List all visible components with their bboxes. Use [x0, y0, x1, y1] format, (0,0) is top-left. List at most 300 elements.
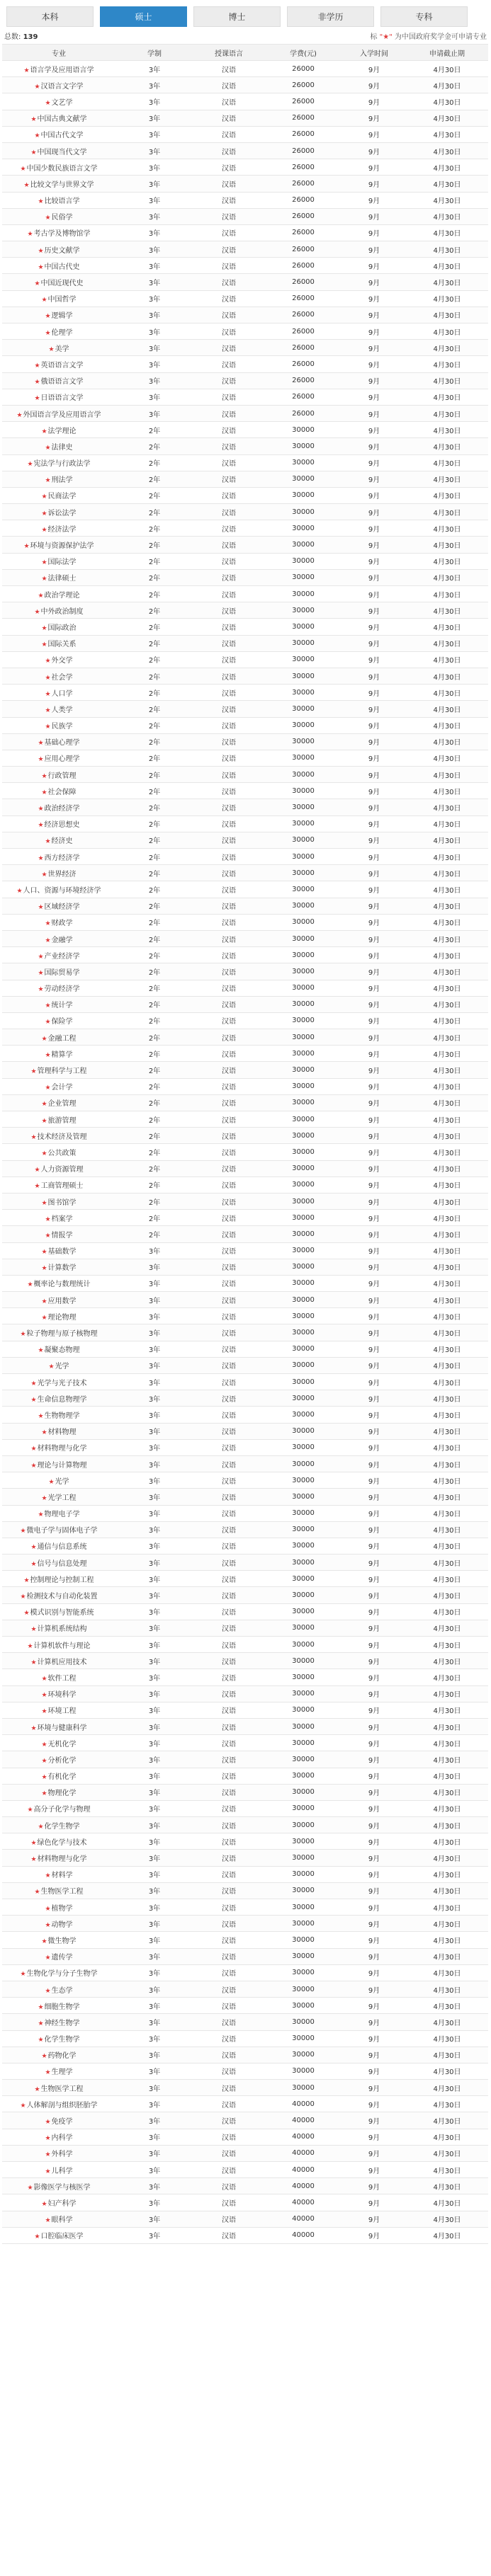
major-name[interactable]: 经济史 [51, 837, 73, 846]
major-cell[interactable] [2, 815, 115, 832]
major-name[interactable]: 光学工程 [47, 1494, 77, 1502]
major-name[interactable]: 经济法学 [47, 525, 77, 534]
major-cell[interactable] [2, 685, 115, 701]
major-name[interactable]: 生物医学工程 [40, 2085, 84, 2093]
major-name[interactable]: 法学理论 [47, 427, 77, 435]
deadline-cell: 4月30日 [406, 980, 488, 996]
major-cell[interactable] [2, 651, 115, 668]
major-name[interactable]: 材料学 [51, 1872, 73, 1880]
major-cell[interactable] [2, 1538, 115, 1554]
major-name[interactable]: 粒子物理与原子核物理 [26, 1330, 98, 1339]
major-cell[interactable] [2, 258, 115, 274]
major-cell[interactable] [2, 1094, 115, 1111]
major-cell[interactable] [2, 799, 115, 815]
major-name[interactable]: 光学 [55, 1477, 69, 1486]
major-cell[interactable] [2, 1555, 115, 1571]
tuition-cell: 30000 [264, 1587, 342, 1603]
major-name[interactable]: 中国现当代文学 [37, 148, 87, 156]
deadline-cell: 4月30日 [406, 208, 488, 224]
major-cell[interactable] [2, 1784, 115, 1800]
tuition-cell: 30000 [264, 2063, 342, 2079]
major-cell[interactable] [2, 1669, 115, 1685]
major-cell[interactable] [2, 553, 115, 569]
major-cell[interactable] [2, 1210, 115, 1226]
major-name[interactable]: 通信与信息系统 [37, 1543, 87, 1552]
major-name[interactable]: 图书馆学 [47, 1198, 77, 1207]
table-row [2, 2096, 488, 2112]
major-name[interactable]: 药物化学 [47, 2052, 77, 2061]
major-cell[interactable] [2, 274, 115, 290]
major-name[interactable]: 日语语言文学 [40, 394, 84, 403]
major-cell[interactable] [2, 996, 115, 1012]
major-cell[interactable] [2, 635, 115, 651]
major-cell[interactable] [2, 1472, 115, 1489]
major-name[interactable]: 计算机系统结构 [37, 1625, 87, 1634]
language-cell: 汉语 [193, 1012, 264, 1029]
major-name[interactable]: 中国哲学 [47, 296, 77, 304]
major-name[interactable]: 凝聚态物理 [44, 1346, 80, 1355]
tab-master[interactable]: 硕士 [100, 6, 187, 27]
major-cell[interactable] [2, 2129, 115, 2145]
table-row [2, 1702, 488, 1718]
major-name[interactable]: 环境与健康科学 [37, 1724, 87, 1732]
major-name[interactable]: 高分子化学与物理 [33, 1806, 91, 1814]
major-cell[interactable] [2, 1078, 115, 1094]
major-name[interactable]: 应用数学 [47, 1297, 77, 1305]
major-name[interactable]: 刑法学 [51, 476, 73, 485]
major-name[interactable]: 民族学 [51, 723, 73, 731]
major-cell[interactable] [2, 1357, 115, 1373]
major-name[interactable]: 人体解剖与组织胚胎学 [26, 2101, 98, 2110]
major-name[interactable]: 绿色化学与技术 [37, 1838, 87, 1847]
major-name[interactable]: 环境工程 [47, 1707, 77, 1716]
duration-cell: 3年 [115, 274, 193, 290]
major-name[interactable]: 中国古代文学 [40, 132, 84, 140]
major-name[interactable]: 检测技术与自动化装置 [26, 1593, 98, 1601]
major-cell[interactable] [2, 733, 115, 750]
major-cell[interactable] [2, 1012, 115, 1029]
major-cell[interactable] [2, 783, 115, 799]
major-name[interactable]: 精算学 [51, 1051, 73, 1059]
major-cell[interactable] [2, 2063, 115, 2079]
major-cell[interactable] [2, 602, 115, 619]
major-cell[interactable] [2, 1308, 115, 1324]
major-cell[interactable] [2, 1521, 115, 1538]
major-name[interactable]: 内科学 [51, 2134, 73, 2143]
major-name[interactable]: 中外政治制度 [40, 607, 84, 616]
major-cell[interactable] [2, 324, 115, 340]
major-cell[interactable] [2, 1439, 115, 1455]
major-cell[interactable] [2, 1226, 115, 1242]
major-name[interactable]: 人口、资源与环境经济学 [23, 886, 101, 895]
major-cell[interactable] [2, 569, 115, 585]
major-name[interactable]: 技术经济及管理 [37, 1133, 87, 1141]
major-cell[interactable] [2, 1571, 115, 1587]
major-name[interactable]: 统计学 [51, 1002, 73, 1010]
tuition-cell: 30000 [264, 733, 342, 750]
major-name[interactable]: 国际政治 [47, 624, 77, 632]
intake-cell: 9月 [342, 668, 406, 684]
major-name[interactable]: 中国少数民族语言文学 [26, 164, 98, 173]
major-name[interactable]: 物理电子学 [44, 1511, 80, 1519]
major-cell[interactable] [2, 1998, 115, 2014]
major-name[interactable]: 金融学 [51, 936, 73, 944]
major-cell[interactable] [2, 422, 115, 438]
major-name[interactable]: 诉讼法学 [47, 509, 77, 517]
major-name[interactable]: 语言学及应用语言学 [30, 66, 94, 74]
major-name[interactable]: 计算机应用技术 [37, 1658, 87, 1666]
major-name[interactable]: 微生物学 [47, 1937, 77, 1945]
major-cell[interactable] [2, 126, 115, 142]
major-cell[interactable] [2, 2014, 115, 2030]
major-name[interactable]: 基础数学 [47, 1248, 77, 1256]
tab-non-degree[interactable]: 非学历 [287, 6, 374, 27]
major-cell[interactable] [2, 1390, 115, 1407]
major-cell[interactable] [2, 1768, 115, 1784]
major-name[interactable]: 生物医学工程 [40, 1888, 84, 1896]
major-name[interactable]: 世界经济 [47, 870, 77, 878]
major-name[interactable]: 理论物理 [47, 1313, 77, 1322]
deadline-cell: 4月30日 [406, 1505, 488, 1521]
major-name[interactable]: 财政学 [51, 920, 73, 928]
major-name[interactable]: 妇产科学 [47, 2199, 77, 2208]
major-cell[interactable] [2, 1882, 115, 1899]
major-name[interactable]: 环境与资源保护法学 [30, 542, 94, 551]
major-cell[interactable] [2, 142, 115, 159]
major-name[interactable]: 化学生物学 [44, 1822, 80, 1831]
major-cell[interactable] [2, 898, 115, 914]
major-name[interactable]: 国际贸易学 [44, 968, 80, 977]
major-name[interactable]: 美学 [55, 345, 69, 353]
major-name[interactable]: 外交学 [51, 657, 73, 665]
deadline-cell: 4月30日 [406, 1324, 488, 1341]
major-name[interactable]: 神经生物学 [44, 2019, 80, 2027]
major-cell[interactable] [2, 1374, 115, 1390]
major-name[interactable]: 材料物理 [47, 1429, 77, 1437]
major-cell[interactable] [2, 1932, 115, 1948]
scholarship-star-icon: ★ [38, 1347, 44, 1355]
major-name[interactable]: 生物化学与分子生物学 [26, 1970, 98, 1979]
major-name[interactable]: 植物学 [51, 1904, 73, 1913]
major-name[interactable]: 细胞生物学 [44, 2003, 80, 2011]
major-cell[interactable] [2, 1407, 115, 1423]
major-cell[interactable] [2, 963, 115, 980]
major-cell[interactable] [2, 1620, 115, 1636]
major-name[interactable]: 民俗学 [51, 214, 73, 222]
major-cell[interactable] [2, 340, 115, 356]
major-name[interactable]: 档案学 [51, 1215, 73, 1223]
major-cell[interactable] [2, 1259, 115, 1275]
major-name[interactable]: 政治经济学 [44, 805, 80, 813]
deadline-cell: 4月30日 [406, 1012, 488, 1029]
major-name[interactable]: 生态学 [51, 1986, 73, 1995]
major-cell[interactable] [2, 2178, 115, 2194]
major-cell[interactable] [2, 849, 115, 865]
major-name[interactable]: 产业经济学 [44, 952, 80, 961]
major-cell[interactable] [2, 2211, 115, 2227]
major-cell[interactable] [2, 1587, 115, 1603]
major-name[interactable]: 中国古典文献学 [37, 115, 87, 124]
major-name[interactable]: 遗传学 [51, 1954, 73, 1962]
major-cell[interactable] [2, 1062, 115, 1078]
major-name[interactable]: 会计学 [51, 1084, 73, 1092]
major-name[interactable]: 动物学 [51, 1920, 73, 1929]
major-cell[interactable] [2, 356, 115, 372]
major-name[interactable]: 伦理学 [51, 328, 73, 337]
major-cell[interactable] [2, 2162, 115, 2178]
major-name[interactable]: 分析化学 [47, 1756, 77, 1765]
major-cell[interactable] [2, 2112, 115, 2129]
major-cell[interactable] [2, 110, 115, 126]
major-cell[interactable] [2, 520, 115, 537]
major-cell[interactable] [2, 1981, 115, 1997]
major-name[interactable]: 控制理论与控制工程 [30, 1576, 94, 1584]
major-cell[interactable] [2, 881, 115, 898]
major-cell[interactable] [2, 832, 115, 848]
major-cell[interactable] [2, 1455, 115, 1472]
major-cell[interactable] [2, 1111, 115, 1128]
major-cell[interactable] [2, 1046, 115, 1062]
major-name[interactable]: 光学 [55, 1363, 69, 1371]
major-name[interactable]: 公共政策 [47, 1149, 77, 1157]
major-name[interactable]: 金融工程 [47, 1034, 77, 1043]
major-cell[interactable] [2, 487, 115, 503]
major-cell[interactable] [2, 307, 115, 323]
major-name[interactable]: 逻辑学 [51, 312, 73, 321]
major-cell[interactable] [2, 1489, 115, 1505]
major-name[interactable]: 有机化学 [47, 1773, 77, 1782]
major-cell[interactable] [2, 1423, 115, 1439]
major-cell[interactable] [2, 389, 115, 405]
major-name[interactable]: 法律硕士 [47, 575, 77, 583]
deadline-cell: 4月30日 [406, 1916, 488, 1932]
major-cell[interactable] [2, 504, 115, 520]
major-cell[interactable] [2, 1341, 115, 1357]
major-cell[interactable] [2, 61, 115, 77]
major-name[interactable]: 政治学理论 [44, 591, 80, 600]
major-name[interactable]: 英语语言文学 [40, 361, 84, 370]
major-cell[interactable] [2, 405, 115, 421]
major-name[interactable]: 俄语语言文学 [40, 378, 84, 387]
major-name[interactable]: 劳动经济学 [44, 985, 80, 994]
major-cell[interactable] [2, 208, 115, 224]
major-cell[interactable] [2, 1948, 115, 1964]
major-name[interactable]: 国际关系 [47, 641, 77, 649]
major-cell[interactable] [2, 980, 115, 996]
major-name[interactable]: 无机化学 [47, 1740, 77, 1748]
major-name[interactable]: 生理学 [51, 2068, 73, 2077]
major-name[interactable]: 材料物理与化学 [37, 1855, 87, 1864]
major-name[interactable]: 软件工程 [47, 1674, 77, 1683]
major-name[interactable]: 国际法学 [47, 559, 77, 567]
major-name[interactable]: 民商法学 [47, 493, 77, 501]
major-cell[interactable] [2, 1702, 115, 1718]
major-name[interactable]: 西方经济学 [44, 854, 80, 862]
deadline-cell: 4月30日 [406, 1177, 488, 1193]
major-name[interactable]: 社会学 [51, 673, 73, 682]
major-name[interactable]: 汉语言文字学 [40, 82, 84, 91]
major-cell[interactable] [2, 1242, 115, 1259]
major-name[interactable]: 生命信息物理学 [37, 1395, 87, 1404]
duration-cell: 3年 [115, 93, 193, 110]
major-cell[interactable] [2, 1964, 115, 1981]
table-row [2, 2227, 488, 2243]
major-name[interactable]: 微电子学与固体电子学 [26, 1527, 98, 1535]
major-cell[interactable] [2, 2145, 115, 2161]
major-name[interactable]: 考古学及博物馆学 [33, 230, 91, 239]
major-name[interactable]: 计算数学 [47, 1264, 77, 1273]
tab-college[interactable]: 专科 [380, 6, 468, 27]
major-name[interactable]: 行政管理 [47, 772, 77, 780]
major-cell[interactable] [2, 176, 115, 192]
tab-doctor[interactable]: 博士 [193, 6, 281, 27]
major-cell[interactable] [2, 1899, 115, 1916]
major-name[interactable]: 外国语言学及应用语言学 [23, 411, 101, 419]
major-cell[interactable] [2, 454, 115, 471]
major-cell[interactable] [2, 537, 115, 553]
major-cell[interactable] [2, 1292, 115, 1308]
major-name[interactable]: 企业管理 [47, 1100, 77, 1109]
language-cell: 汉语 [193, 1768, 264, 1784]
major-name[interactable]: 免疫学 [51, 2118, 73, 2126]
major-cell[interactable] [2, 1603, 115, 1620]
major-cell[interactable] [2, 701, 115, 717]
major-cell[interactable] [2, 2194, 115, 2211]
major-name[interactable]: 人类学 [51, 706, 73, 714]
major-name[interactable]: 比较文学与世界文学 [30, 181, 94, 189]
major-cell[interactable] [2, 2030, 115, 2047]
major-cell[interactable] [2, 1833, 115, 1850]
tab-undergraduate[interactable]: 本科 [6, 6, 94, 27]
duration-cell: 3年 [115, 1751, 193, 1768]
major-cell[interactable] [2, 668, 115, 684]
major-name[interactable]: 材料物理与化学 [37, 1445, 87, 1453]
major-name[interactable]: 眼科学 [51, 2216, 73, 2225]
major-cell[interactable] [2, 865, 115, 881]
intake-cell: 9月 [342, 930, 406, 946]
major-name[interactable]: 宪法学与行政法学 [33, 460, 91, 469]
major-cell[interactable] [2, 1029, 115, 1046]
major-name[interactable]: 区域经济学 [44, 903, 80, 912]
major-name[interactable]: 外科学 [51, 2151, 73, 2159]
major-name[interactable]: 化学生物学 [44, 2036, 80, 2044]
major-name[interactable]: 中国古代史 [44, 263, 80, 271]
major-cell[interactable] [2, 1866, 115, 1882]
major-name[interactable]: 情报学 [51, 1231, 73, 1240]
major-cell[interactable] [2, 1685, 115, 1702]
major-name[interactable]: 中国近现代史 [40, 280, 84, 288]
major-name[interactable]: 人口学 [51, 689, 73, 698]
major-name[interactable]: 儿科学 [51, 2167, 73, 2175]
major-name[interactable]: 社会保障 [47, 788, 77, 796]
major-name[interactable]: 旅游管理 [47, 1116, 77, 1125]
intake-cell: 9月 [342, 1521, 406, 1538]
major-cell[interactable] [2, 1653, 115, 1669]
major-name[interactable]: 法律史 [51, 443, 73, 452]
major-name[interactable]: 基础心理学 [44, 739, 80, 748]
major-cell[interactable] [2, 619, 115, 635]
major-cell[interactable] [2, 586, 115, 602]
major-name[interactable]: 理论与计算物理 [37, 1461, 87, 1470]
major-cell[interactable] [2, 1324, 115, 1341]
major-cell[interactable] [2, 1177, 115, 1193]
major-cell[interactable] [2, 767, 115, 783]
major-cell[interactable] [2, 717, 115, 733]
major-cell[interactable] [2, 947, 115, 963]
major-cell[interactable] [2, 930, 115, 946]
major-cell[interactable] [2, 1735, 115, 1751]
major-cell[interactable] [2, 1850, 115, 1866]
table-row [2, 1472, 488, 1489]
major-cell[interactable] [2, 93, 115, 110]
major-name[interactable]: 影像医学与核医学 [33, 2183, 91, 2192]
major-cell[interactable] [2, 1193, 115, 1209]
major-name[interactable]: 经济思想史 [44, 821, 80, 830]
major-cell[interactable] [2, 2096, 115, 2112]
major-cell[interactable] [2, 224, 115, 241]
major-cell[interactable] [2, 241, 115, 258]
major-cell[interactable] [2, 2227, 115, 2243]
tuition-cell: 30000 [264, 1784, 342, 1800]
major-name[interactable]: 计算机软件与理论 [33, 1642, 91, 1650]
major-cell[interactable] [2, 1800, 115, 1816]
major-cell[interactable] [2, 1128, 115, 1144]
major-name[interactable]: 光学与光子技术 [37, 1379, 87, 1387]
major-cell[interactable] [2, 1144, 115, 1160]
intake-cell: 9月 [342, 1094, 406, 1111]
major-cell[interactable] [2, 2080, 115, 2096]
major-name[interactable]: 概率论与数理统计 [33, 1281, 91, 1289]
intake-cell: 9月 [342, 685, 406, 701]
major-name[interactable]: 历史文献学 [44, 246, 80, 255]
major-cell[interactable] [2, 750, 115, 766]
major-cell[interactable] [2, 1505, 115, 1521]
language-cell: 汉语 [193, 651, 264, 668]
major-cell[interactable] [2, 192, 115, 208]
major-cell[interactable] [2, 1817, 115, 1833]
major-cell[interactable] [2, 914, 115, 930]
major-name[interactable]: 生物物理学 [44, 1412, 80, 1420]
major-name[interactable]: 信号与信息处理 [37, 1559, 87, 1568]
major-cell[interactable] [2, 1718, 115, 1734]
major-name[interactable]: 人力资源管理 [40, 1166, 84, 1174]
major-cell[interactable] [2, 1637, 115, 1653]
major-name[interactable]: 比较语言学 [44, 198, 80, 206]
major-cell[interactable] [2, 1916, 115, 1932]
major-cell[interactable] [2, 290, 115, 307]
major-cell[interactable] [2, 471, 115, 487]
major-name[interactable]: 工商管理硕士 [40, 1182, 84, 1191]
major-cell[interactable] [2, 1751, 115, 1768]
major-name[interactable]: 保险学 [51, 1018, 73, 1026]
major-cell[interactable] [2, 1275, 115, 1291]
duration-cell: 2年 [115, 733, 193, 750]
major-name[interactable]: 环境科学 [47, 1691, 77, 1700]
major-cell[interactable] [2, 2047, 115, 2063]
major-name[interactable]: 模式识别与智能系统 [30, 1609, 94, 1618]
major-cell[interactable] [2, 1160, 115, 1177]
major-name[interactable]: 口腔临床医学 [40, 2233, 84, 2241]
major-name[interactable]: 管理科学与工程 [37, 1067, 87, 1076]
major-cell[interactable] [2, 77, 115, 93]
major-cell[interactable] [2, 159, 115, 176]
major-name[interactable]: 应用心理学 [44, 755, 80, 764]
deadline-cell: 4月30日 [406, 1308, 488, 1324]
major-name[interactable]: 文艺学 [51, 98, 73, 107]
major-cell[interactable] [2, 438, 115, 454]
major-name[interactable]: 物理化学 [47, 1790, 77, 1798]
major-cell[interactable] [2, 372, 115, 389]
